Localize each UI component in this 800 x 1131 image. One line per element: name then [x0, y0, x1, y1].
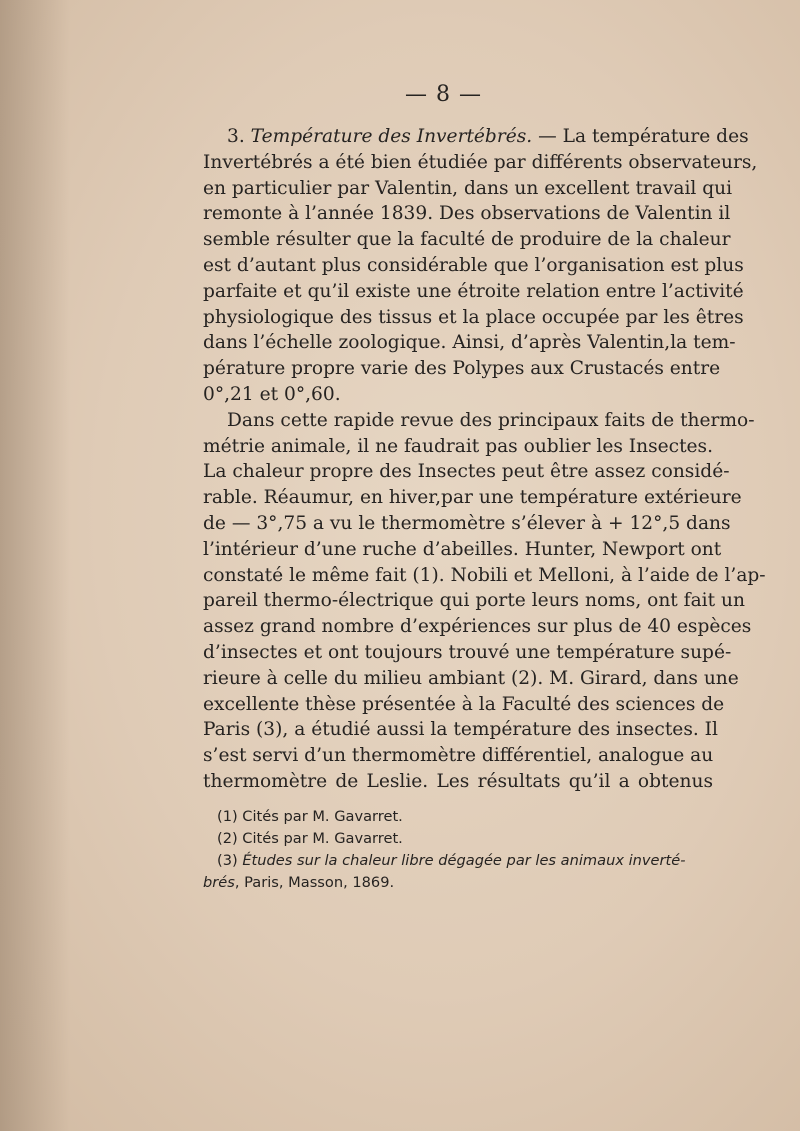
text-line: physiologique des tissus et la place occupée par les êtres: [203, 306, 744, 328]
footnote-1: (1) Cités par M. Gavarret.: [217, 808, 403, 825]
paragraph-heading-line: [227, 124, 749, 150]
body-text: [203, 124, 766, 795]
footnote-3: [203, 850, 713, 872]
section-number: 3.: [227, 126, 251, 147]
text-line: en particulier par Valentin, dans un excellent travail qui: [203, 177, 733, 199]
text-line: excellente thèse présentée à la Faculté des sciences de: [203, 693, 725, 715]
section-heading-rest: — La température des: [532, 126, 749, 147]
footnote-3-rest: , Paris, Masson, 1869.: [234, 874, 395, 891]
text-line: pareil thermo-électrique qui porte leurs noms, ont fait un: [203, 590, 745, 612]
text-line: 0°,21 et 0°,60.: [203, 383, 341, 405]
text-line: de — 3°,75 a vu le thermomètre s’élever à + 12°,5 dans: [203, 512, 731, 534]
page-gutter-shadow: [0, 0, 70, 1131]
text-line: pérature propre varie des Polypes aux Crustacés entre: [203, 358, 721, 380]
text-line: l’intérieur d’une ruche d’abeilles. Hunter, Newport ont: [203, 538, 722, 560]
footnote-2: (2) Cités par M. Gavarret.: [217, 830, 403, 847]
text-line: rieure à celle du milieu ambiant (2). M. Girard, dans une: [203, 667, 739, 689]
text-line: rable. Réaumur, en hiver,par une température extérieure: [203, 487, 742, 509]
page-number: — 8 —: [405, 82, 482, 107]
text-line: semble résulter que la faculté de produire de la chaleur: [203, 229, 731, 251]
text-line: Invertébrés a été bien étudiée par différents observateurs,: [203, 151, 758, 173]
text-line: constaté le même fait (1). Nobili et Melloni, à l’aide de l’ap-: [203, 564, 766, 586]
text-line: s’est servi d’un thermomètre différentiel, analogue au: [203, 745, 714, 767]
footnote-3-continued: [203, 872, 713, 894]
text-line: métrie animale, il ne faudrait pas oublier les Insectes.: [203, 435, 714, 457]
paragraph-first-line: Dans cette rapide revue des principaux faits de thermo-: [227, 409, 755, 431]
footnotes: [203, 806, 713, 894]
footnote-3-title-end: brés: [203, 874, 235, 891]
text-line: d’insectes et ont toujours trouvé une température supé-: [203, 641, 732, 663]
text-line: dans l’échelle zoologique. Ainsi, d’après Valentin,la tem-: [203, 332, 736, 354]
text-line: La chaleur propre des Insectes peut être assez considé-: [203, 461, 730, 483]
text-line: remonte à l’année 1839. Des observations de Valentin il: [203, 203, 731, 225]
text-line: Paris (3), a étudié aussi la température des insectes. Il: [203, 719, 718, 741]
footnote-3-title: Études sur la chaleur libre dégagée par les animaux inverté-: [242, 852, 686, 869]
section-title: Température des Invertébrés.: [250, 126, 533, 147]
text-line: assez grand nombre d’expériences sur plus de 40 espèces: [203, 616, 752, 638]
text-line: thermomètre de Leslie. Les résultats qu’il a obtenus: [203, 770, 713, 792]
text-line: est d’autant plus considérable que l’organisation est plus: [203, 254, 744, 276]
text-line: parfaite et qu’il existe une étroite relation entre l’activité: [203, 280, 744, 302]
footnote-3-number: (3): [217, 852, 243, 869]
